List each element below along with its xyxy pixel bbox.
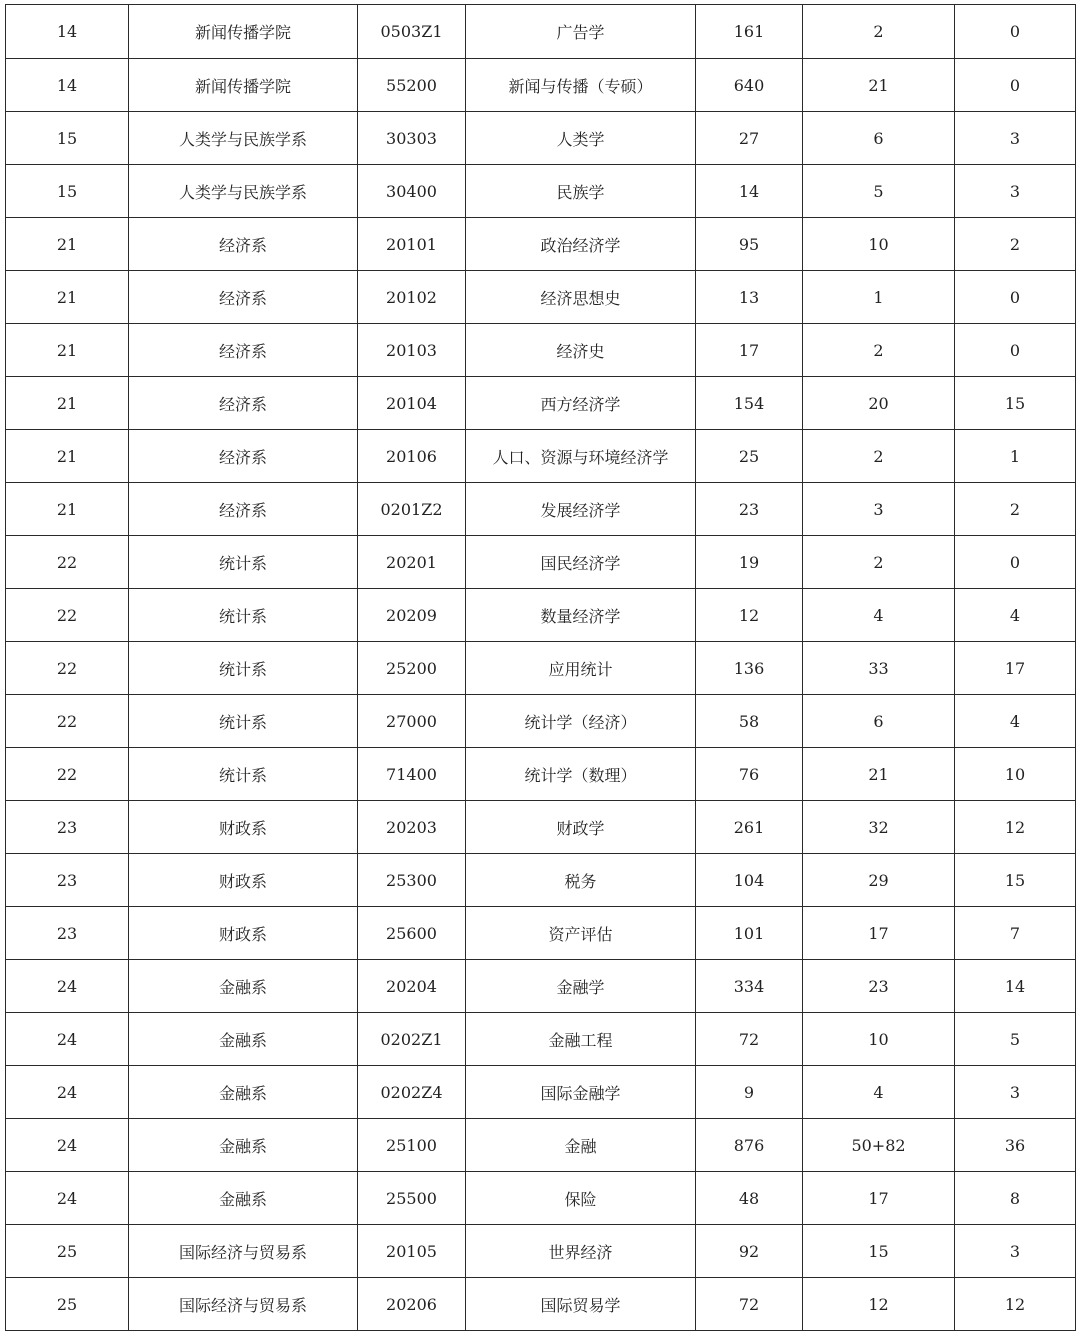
table-row [6,801,1076,854]
admitted-cell: 2 [803,536,955,589]
department-cell: 统计系 [129,695,358,748]
table-row [6,271,1076,324]
exempt-cell: 0 [955,5,1076,59]
table-row [6,1066,1076,1119]
major-code-cell: 20201 [358,536,466,589]
exempt-cell: 3 [955,165,1076,218]
exempt-cell: 4 [955,695,1076,748]
dept-code-cell: 21 [6,218,129,271]
major-code-cell: 71400 [358,748,466,801]
dept-code-cell: 15 [6,165,129,218]
department-cell: 经济系 [129,483,358,536]
dept-code-cell: 21 [6,271,129,324]
exempt-cell: 36 [955,1119,1076,1172]
applicants-cell: 261 [696,801,803,854]
major-name-cell: 财政学 [466,801,696,854]
dept-code-cell: 25 [6,1225,129,1278]
major-name-cell: 金融学 [466,960,696,1013]
applicants-cell: 12 [696,589,803,642]
applicants-cell: 136 [696,642,803,695]
exempt-cell: 10 [955,748,1076,801]
applicants-cell: 640 [696,59,803,112]
table-row [6,5,1076,59]
major-name-cell: 民族学 [466,165,696,218]
exempt-cell: 0 [955,324,1076,377]
table-row [6,642,1076,695]
department-cell: 金融系 [129,1013,358,1066]
table-row [6,748,1076,801]
applicants-cell: 25 [696,430,803,483]
exempt-cell: 0 [955,271,1076,324]
major-code-cell: 20104 [358,377,466,430]
major-code-cell: 0202Z1 [358,1013,466,1066]
admitted-cell: 17 [803,907,955,960]
major-code-cell: 20206 [358,1278,466,1331]
major-name-cell: 金融 [466,1119,696,1172]
table-row [6,59,1076,112]
major-name-cell: 新闻与传播（专硕） [466,59,696,112]
dept-code-cell: 14 [6,59,129,112]
admitted-cell: 15 [803,1225,955,1278]
major-code-cell: 0503Z1 [358,5,466,59]
department-cell: 经济系 [129,271,358,324]
applicants-cell: 9 [696,1066,803,1119]
department-cell: 经济系 [129,324,358,377]
exempt-cell: 12 [955,1278,1076,1331]
admitted-cell: 4 [803,589,955,642]
table-row [6,430,1076,483]
exempt-cell: 0 [955,536,1076,589]
exempt-cell: 7 [955,907,1076,960]
exempt-cell: 15 [955,854,1076,907]
major-code-cell: 27000 [358,695,466,748]
exempt-cell: 3 [955,1225,1076,1278]
major-code-cell: 25200 [358,642,466,695]
admitted-cell: 21 [803,59,955,112]
applicants-cell: 95 [696,218,803,271]
major-name-cell: 世界经济 [466,1225,696,1278]
department-cell: 统计系 [129,536,358,589]
applicants-cell: 58 [696,695,803,748]
department-cell: 人类学与民族学系 [129,165,358,218]
admitted-cell: 17 [803,1172,955,1225]
admitted-cell: 2 [803,5,955,59]
applicants-cell: 27 [696,112,803,165]
applicants-cell: 104 [696,854,803,907]
admitted-cell: 33 [803,642,955,695]
enrollment-table [5,4,1076,1331]
admitted-cell: 4 [803,1066,955,1119]
major-code-cell: 30303 [358,112,466,165]
table-row [6,1013,1076,1066]
applicants-cell: 154 [696,377,803,430]
department-cell: 经济系 [129,430,358,483]
major-name-cell: 国际金融学 [466,1066,696,1119]
exempt-cell: 12 [955,801,1076,854]
dept-code-cell: 23 [6,907,129,960]
exempt-cell: 2 [955,483,1076,536]
table-row [6,536,1076,589]
admitted-cell: 12 [803,1278,955,1331]
applicants-cell: 17 [696,324,803,377]
major-code-cell: 55200 [358,59,466,112]
major-name-cell: 国民经济学 [466,536,696,589]
major-code-cell: 25600 [358,907,466,960]
table-row [6,1225,1076,1278]
department-cell: 统计系 [129,642,358,695]
admitted-cell: 10 [803,1013,955,1066]
exempt-cell: 17 [955,642,1076,695]
dept-code-cell: 23 [6,801,129,854]
exempt-cell: 0 [955,59,1076,112]
table-body [6,5,1076,1331]
department-cell: 金融系 [129,1119,358,1172]
major-code-cell: 20105 [358,1225,466,1278]
major-code-cell: 20101 [358,218,466,271]
dept-code-cell: 21 [6,483,129,536]
table-row [6,1119,1076,1172]
exempt-cell: 2 [955,218,1076,271]
applicants-cell: 876 [696,1119,803,1172]
dept-code-cell: 24 [6,1013,129,1066]
major-code-cell: 20103 [358,324,466,377]
department-cell: 国际经济与贸易系 [129,1278,358,1331]
department-cell: 统计系 [129,589,358,642]
table-row [6,218,1076,271]
major-name-cell: 人口、资源与环境经济学 [466,430,696,483]
admitted-cell: 2 [803,324,955,377]
admitted-cell: 32 [803,801,955,854]
table-row [6,695,1076,748]
major-name-cell: 统计学（经济） [466,695,696,748]
major-code-cell: 0202Z4 [358,1066,466,1119]
major-name-cell: 数量经济学 [466,589,696,642]
dept-code-cell: 24 [6,1119,129,1172]
dept-code-cell: 22 [6,748,129,801]
department-cell: 财政系 [129,907,358,960]
admitted-cell: 50+82 [803,1119,955,1172]
applicants-cell: 334 [696,960,803,1013]
department-cell: 新闻传播学院 [129,5,358,59]
applicants-cell: 92 [696,1225,803,1278]
table-row [6,589,1076,642]
dept-code-cell: 14 [6,5,129,59]
table-row [6,377,1076,430]
applicants-cell: 19 [696,536,803,589]
major-name-cell: 统计学（数理） [466,748,696,801]
exempt-cell: 8 [955,1172,1076,1225]
major-name-cell: 经济史 [466,324,696,377]
department-cell: 金融系 [129,960,358,1013]
dept-code-cell: 24 [6,960,129,1013]
applicants-cell: 14 [696,165,803,218]
major-name-cell: 国际贸易学 [466,1278,696,1331]
table-row [6,324,1076,377]
table-row [6,112,1076,165]
major-name-cell: 发展经济学 [466,483,696,536]
table-row [6,1172,1076,1225]
table-row [6,1278,1076,1331]
major-code-cell: 20204 [358,960,466,1013]
admitted-cell: 2 [803,430,955,483]
exempt-cell: 4 [955,589,1076,642]
major-code-cell: 20102 [358,271,466,324]
dept-code-cell: 24 [6,1066,129,1119]
major-name-cell: 西方经济学 [466,377,696,430]
applicants-cell: 23 [696,483,803,536]
dept-code-cell: 21 [6,430,129,483]
major-code-cell: 20209 [358,589,466,642]
department-cell: 财政系 [129,801,358,854]
admitted-cell: 20 [803,377,955,430]
dept-code-cell: 23 [6,854,129,907]
department-cell: 经济系 [129,377,358,430]
department-cell: 新闻传播学院 [129,59,358,112]
dept-code-cell: 22 [6,589,129,642]
applicants-cell: 101 [696,907,803,960]
admitted-cell: 23 [803,960,955,1013]
dept-code-cell: 22 [6,695,129,748]
major-code-cell: 25300 [358,854,466,907]
major-code-cell: 20106 [358,430,466,483]
dept-code-cell: 21 [6,324,129,377]
exempt-cell: 14 [955,960,1076,1013]
exempt-cell: 3 [955,112,1076,165]
major-name-cell: 广告学 [466,5,696,59]
major-name-cell: 资产评估 [466,907,696,960]
major-name-cell: 金融工程 [466,1013,696,1066]
major-code-cell: 25100 [358,1119,466,1172]
table-row [6,907,1076,960]
major-code-cell: 25500 [358,1172,466,1225]
department-cell: 统计系 [129,748,358,801]
exempt-cell: 1 [955,430,1076,483]
admitted-cell: 5 [803,165,955,218]
table-row [6,854,1076,907]
admitted-cell: 10 [803,218,955,271]
table-row [6,960,1076,1013]
department-cell: 经济系 [129,218,358,271]
department-cell: 金融系 [129,1066,358,1119]
exempt-cell: 15 [955,377,1076,430]
dept-code-cell: 22 [6,536,129,589]
admitted-cell: 6 [803,112,955,165]
applicants-cell: 72 [696,1278,803,1331]
applicants-cell: 13 [696,271,803,324]
dept-code-cell: 24 [6,1172,129,1225]
major-name-cell: 应用统计 [466,642,696,695]
table-row [6,165,1076,218]
applicants-cell: 72 [696,1013,803,1066]
applicants-cell: 76 [696,748,803,801]
applicants-cell: 48 [696,1172,803,1225]
department-cell: 财政系 [129,854,358,907]
admitted-cell: 21 [803,748,955,801]
admitted-cell: 6 [803,695,955,748]
dept-code-cell: 21 [6,377,129,430]
admitted-cell: 3 [803,483,955,536]
major-name-cell: 政治经济学 [466,218,696,271]
major-name-cell: 税务 [466,854,696,907]
table-row [6,483,1076,536]
dept-code-cell: 25 [6,1278,129,1331]
dept-code-cell: 22 [6,642,129,695]
exempt-cell: 5 [955,1013,1076,1066]
exempt-cell: 3 [955,1066,1076,1119]
department-cell: 人类学与民族学系 [129,112,358,165]
major-code-cell: 20203 [358,801,466,854]
major-code-cell: 30400 [358,165,466,218]
admitted-cell: 1 [803,271,955,324]
admitted-cell: 29 [803,854,955,907]
major-name-cell: 经济思想史 [466,271,696,324]
major-name-cell: 人类学 [466,112,696,165]
major-name-cell: 保险 [466,1172,696,1225]
dept-code-cell: 15 [6,112,129,165]
major-code-cell: 0201Z2 [358,483,466,536]
department-cell: 国际经济与贸易系 [129,1225,358,1278]
applicants-cell: 161 [696,5,803,59]
department-cell: 金融系 [129,1172,358,1225]
